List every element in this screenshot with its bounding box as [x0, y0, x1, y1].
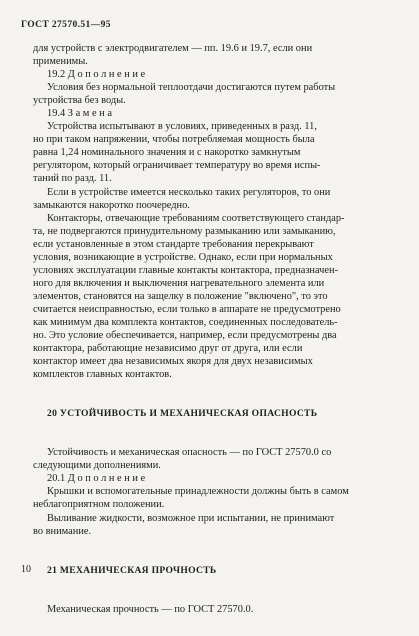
text-line: но при таком напряжении, чтобы потребляемая мощность была [33, 134, 315, 146]
text-line: та, не подвергаются принудительному размыканию или замыканию, [33, 225, 336, 237]
text-line: Выливание жидкости, возможное при испытании, не принимают [47, 512, 335, 524]
text-line: условия, возникающие в устройстве. Однако, если при нормальных [33, 251, 333, 263]
text-line: Контакторы, отвечающие требованиям соответствующего стандар- [47, 212, 345, 224]
text-line: замыкаются накоротко поочередно. [33, 199, 190, 211]
text-line: ного для включения и выключения нагревательного элемента или [33, 277, 325, 289]
text-line: таний по разд. 11. [33, 173, 112, 185]
subclause-heading: 19.2 Дополнение [47, 69, 148, 81]
text-line: если установленные в этом стандарте требования перекрывают [33, 238, 314, 250]
text-line: условиях эксплуатации главные контакты контактора, предназначен- [33, 264, 339, 276]
page-number: 10 [21, 564, 31, 575]
text-line: Устойчивость и механическая опасность — по ГОСТ 27570.0 со [47, 447, 332, 459]
subclause-heading: 20.1 Дополнение [47, 473, 148, 485]
text-line: устройства без воды. [33, 95, 126, 107]
text-line: как минимум два комплекта контактов, соединенных последователь- [33, 316, 338, 328]
text-line: но. Это условие обеспечивается, например, если предусмотрены два [33, 330, 337, 342]
text-line: Условия без нормальной теплоотдачи достигаются путем работы [47, 82, 336, 94]
text-line: во внимание. [33, 525, 92, 537]
section-heading-20: 20 УСТОЙЧИВОСТЬ И МЕХАНИЧЕСКАЯ ОПАСНОСТЬ [47, 408, 318, 420]
text-line: равна 1,24 номинального значения и с накоротко замкнутым [33, 147, 301, 159]
document-body [33, 42, 395, 616]
document-header: ГОСТ 27570.51—95 [21, 20, 111, 30]
text-line: для устройств с электродвигателем — пп. 19.6 и 19.7, если они [33, 43, 313, 54]
text-line: контактора, работающие независимо друг от друга, или если [33, 343, 303, 355]
text-line: Устройства испытывают в условиях, приведенных в разд. 11, [47, 121, 317, 133]
text-line: элементов, становятся на защелку в положение "включено", то это [33, 290, 328, 302]
text-line: считается неисправностью, если только в аппарате не предусмотрено [33, 303, 341, 315]
text-line: Механическая прочность — по ГОСТ 27570.0. [47, 603, 254, 615]
text-line: применимы. [33, 56, 88, 68]
text-line: регулятором, который ограничивает температуру во время испы- [33, 160, 321, 172]
text-line: неблагоприятном положении. [33, 499, 165, 511]
section-heading-21: 21 МЕХАНИЧЕСКАЯ ПРОЧНОСТЬ [47, 564, 217, 576]
text-line: комплектов главных контактов. [33, 369, 172, 381]
text-line: Крышки и вспомогательные принадлежности должны быть в самом [47, 486, 349, 498]
text-line: следующими дополнениями. [33, 460, 161, 472]
subclause-heading: 19.4 Замена [47, 108, 115, 120]
text-line: Если в устройстве имеется несколько таких регуляторов, то они [47, 186, 331, 198]
text-line: контактор имеет два независимых якоря для двух независимых [33, 356, 313, 368]
